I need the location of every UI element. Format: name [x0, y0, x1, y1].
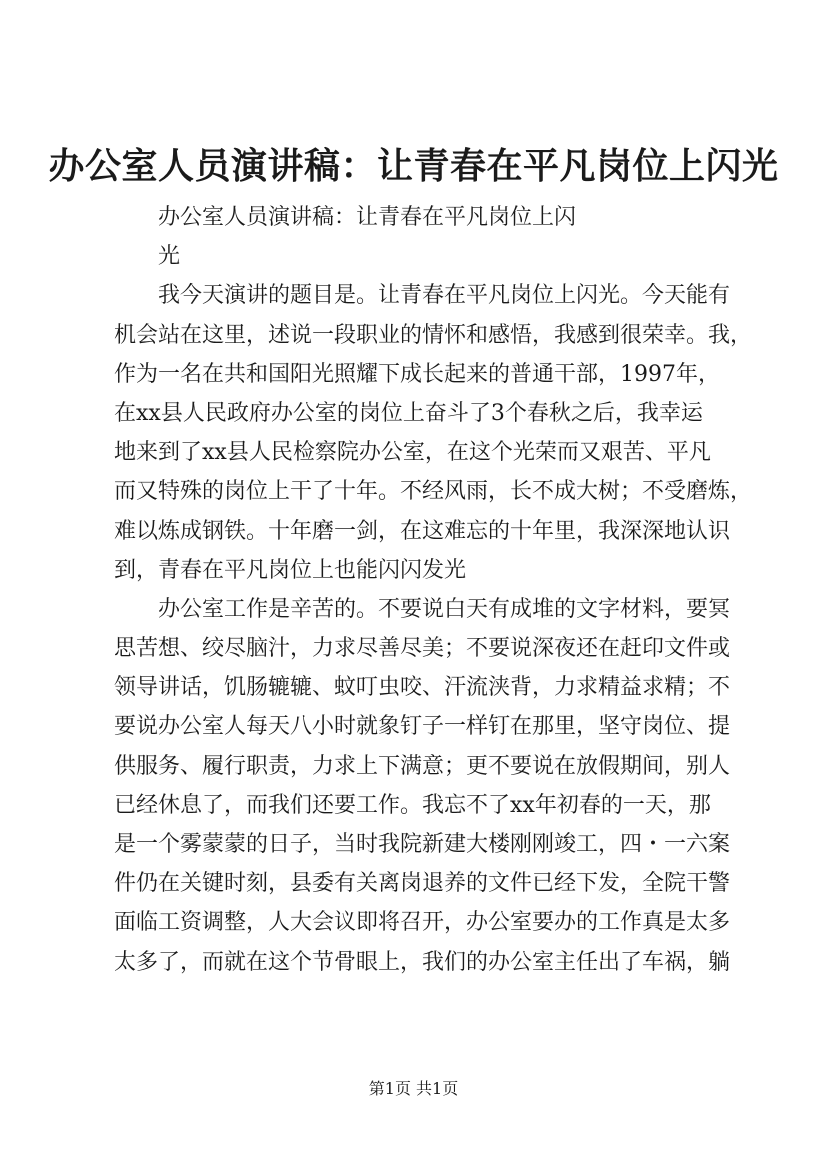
text-line: 太多了，而就在这个节骨眼上，我们的办公室主任出了车祸，躺 — [114, 949, 731, 975]
text-line: 机会站在这里，述说一段职业的情怀和感悟，我感到很荣幸。我， — [114, 322, 753, 348]
text-line: 面临工资调整，人大会议即将召开，办公室要办的工作真是太多 — [114, 910, 731, 936]
text-line: 供服务、履行职责，力求上下满意；更不要说在放假期间，别人 — [114, 753, 731, 779]
text-line: 在xx县人民政府办公室的岗位上奋斗了3个春秋之后，我幸运 — [114, 400, 703, 426]
page-footer: 第1页 共1页 — [368, 1079, 459, 1098]
text-line: 作为一名在共和国阳光照耀下成长起来的普通干部，1997年， — [114, 361, 720, 387]
text-line: 而又特殊的岗位上干了十年。不经风雨，长不成大树；不受磨炼， — [114, 479, 753, 505]
text-line: 地来到了xx县人民检察院办公室，在这个光荣而又艰苦、平凡 — [114, 440, 711, 466]
text-line: 已经休息了，而我们还要工作。我忘不了xx年初春的一天，那 — [114, 792, 711, 818]
text-line: 件仍在关键时刻，县委有关离岗退养的文件已经下发，全院干警 — [114, 871, 731, 897]
text-line: 我今天演讲的题目是。让青春在平凡岗位上闪光。今天能有 — [158, 283, 731, 309]
text-line: 到，青春在平凡岗位上也能闪闪发光 — [114, 557, 467, 583]
text-line: 办公室工作是辛苦的。不要说白天有成堆的文字材料，要冥 — [158, 596, 731, 622]
document-body — [114, 198, 753, 982]
document-title: 办公室人员演讲稿：让青春在平凡岗位上闪光 — [48, 145, 779, 187]
text-line: 领导讲话，饥肠辘辘、蚊叮虫咬、汗流浃背，力求精益求精；不 — [114, 675, 731, 701]
text-line: 思苦想、绞尽脑汁，力求尽善尽美；不要说深夜还在赶印文件或 — [114, 636, 731, 662]
text-line: 办公室人员演讲稿：让青春在平凡岗位上闪 — [158, 205, 577, 230]
text-line: 光 — [158, 244, 181, 270]
text-line: 是一个雾蒙蒙的日子，当时我院新建大楼刚刚竣工，四・一六案 — [114, 832, 731, 857]
text-line: 难以炼成钢铁。十年磨一剑，在这难忘的十年里，我深深地认识 — [114, 518, 731, 544]
text-line: 要说办公室人每天八小时就象钉子一样钉在那里，坚守岗位、提 — [114, 714, 731, 740]
